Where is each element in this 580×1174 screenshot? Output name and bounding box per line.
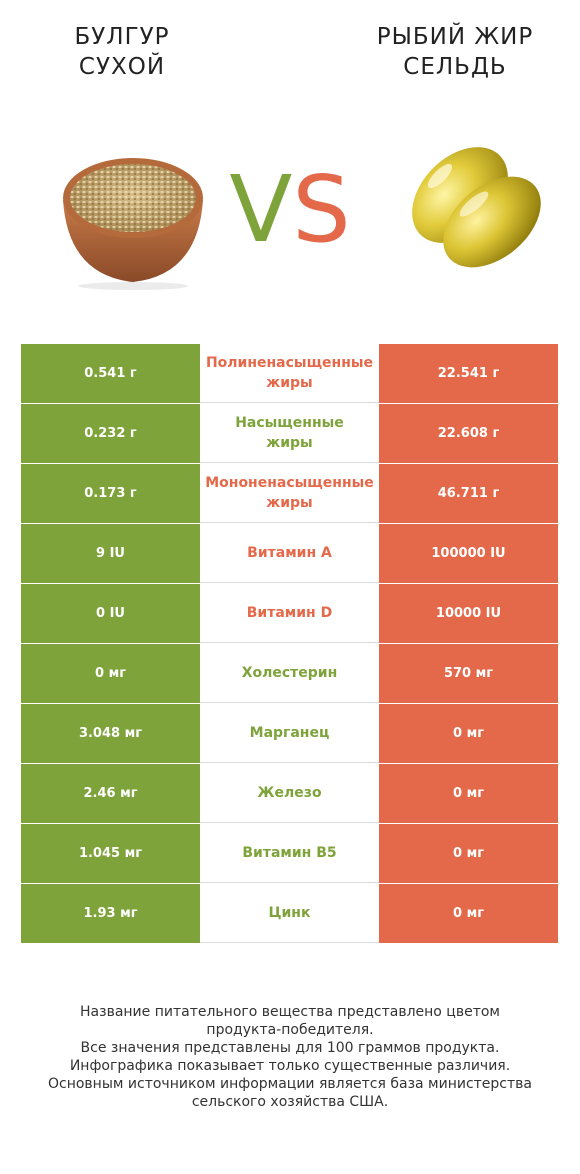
nutrient-name [200, 584, 379, 643]
nutrient-name-line1: Насыщенные [235, 415, 344, 431]
left-product-title-line2: СУХОЙ [78, 54, 166, 80]
nutrient-name-line1: Железо [257, 785, 322, 801]
nutrient-name [200, 644, 379, 703]
right-value: 0 мг [379, 704, 558, 763]
left-value: 0.232 г [21, 404, 200, 463]
right-value: 22.608 г [379, 404, 558, 463]
nutrient-name-line2: жиры [266, 495, 313, 511]
nutrient-name [200, 884, 379, 943]
table-row [21, 404, 558, 464]
right-value: 100000 IU [379, 524, 558, 583]
nutrient-name-line1: Мононенасыщенные [205, 475, 374, 491]
nutrient-name-line2: жиры [266, 375, 313, 391]
versus-s: S [292, 156, 351, 263]
left-value: 9 IU [21, 524, 200, 583]
table-row [21, 644, 558, 704]
nutrient-name-line1: Цинк [268, 905, 311, 921]
left-value: 1.045 мг [21, 824, 200, 883]
left-value: 2.46 мг [21, 764, 200, 823]
nutrient-name-line1: Холестерин [241, 665, 338, 681]
table-row [21, 464, 558, 524]
right-value: 10000 IU [379, 584, 558, 643]
right-product-title [355, 22, 555, 82]
nutrient-name-line1: Витамин A [247, 545, 332, 561]
left-value: 3.048 мг [21, 704, 200, 763]
right-value: 0 мг [379, 884, 558, 943]
footer-line: Основным источником информации является база министерства [48, 1076, 532, 1092]
nutrient-name [200, 824, 379, 883]
right-product-title-line1: РЫБИЙ ЖИР [376, 24, 534, 50]
nutrient-name-line1: Витамин B5 [242, 845, 337, 861]
right-value: 0 мг [379, 824, 558, 883]
footer-line: Название питательного вещества представлено цветом [80, 1004, 500, 1020]
nutrient-name [200, 524, 379, 583]
right-value: 46.711 г [379, 464, 558, 523]
nutrient-name [200, 404, 379, 463]
nutrient-name-line1: Полиненасыщенные [205, 355, 374, 371]
nutrient-name [200, 344, 379, 403]
left-product-title-line1: БУЛГУР [74, 24, 170, 50]
table-row [21, 764, 558, 824]
left-value: 0.541 г [21, 344, 200, 403]
table-row [21, 584, 558, 644]
nutrient-name [200, 704, 379, 763]
table-row [21, 344, 558, 404]
table-row [21, 524, 558, 584]
nutrient-name [200, 764, 379, 823]
right-value: 22.541 г [379, 344, 558, 403]
table-row [21, 884, 558, 944]
left-value: 0 IU [21, 584, 200, 643]
left-value: 0.173 г [21, 464, 200, 523]
nutrient-name-line1: Витамин D [246, 605, 333, 621]
fish-oil-capsules-image [398, 140, 548, 270]
right-product-title-line2: СЕЛЬДЬ [403, 54, 507, 80]
nutrient-name-line1: Марганец [249, 725, 330, 741]
footer-line: Все значения представлены для 100 граммов продукта. [80, 1040, 500, 1056]
bulgur-bowl-image [58, 140, 208, 290]
right-value: 0 мг [379, 764, 558, 823]
footer-notes [20, 1003, 560, 1111]
right-value: 570 мг [379, 644, 558, 703]
left-value: 0 мг [21, 644, 200, 703]
footer-line: сельского хозяйства США. [191, 1094, 389, 1110]
footer-line: продукта-победителя. [206, 1022, 374, 1038]
table-row [21, 824, 558, 884]
nutrient-name [200, 464, 379, 523]
left-value: 1.93 мг [21, 884, 200, 943]
left-product-title [22, 22, 222, 82]
comparison-table [21, 344, 558, 944]
table-row [21, 704, 558, 764]
versus-label [222, 156, 358, 263]
nutrient-name-line2: жиры [266, 435, 313, 451]
versus-v: V [229, 156, 293, 263]
footer-line: Инфографика показывает только существенные различия. [69, 1058, 511, 1074]
